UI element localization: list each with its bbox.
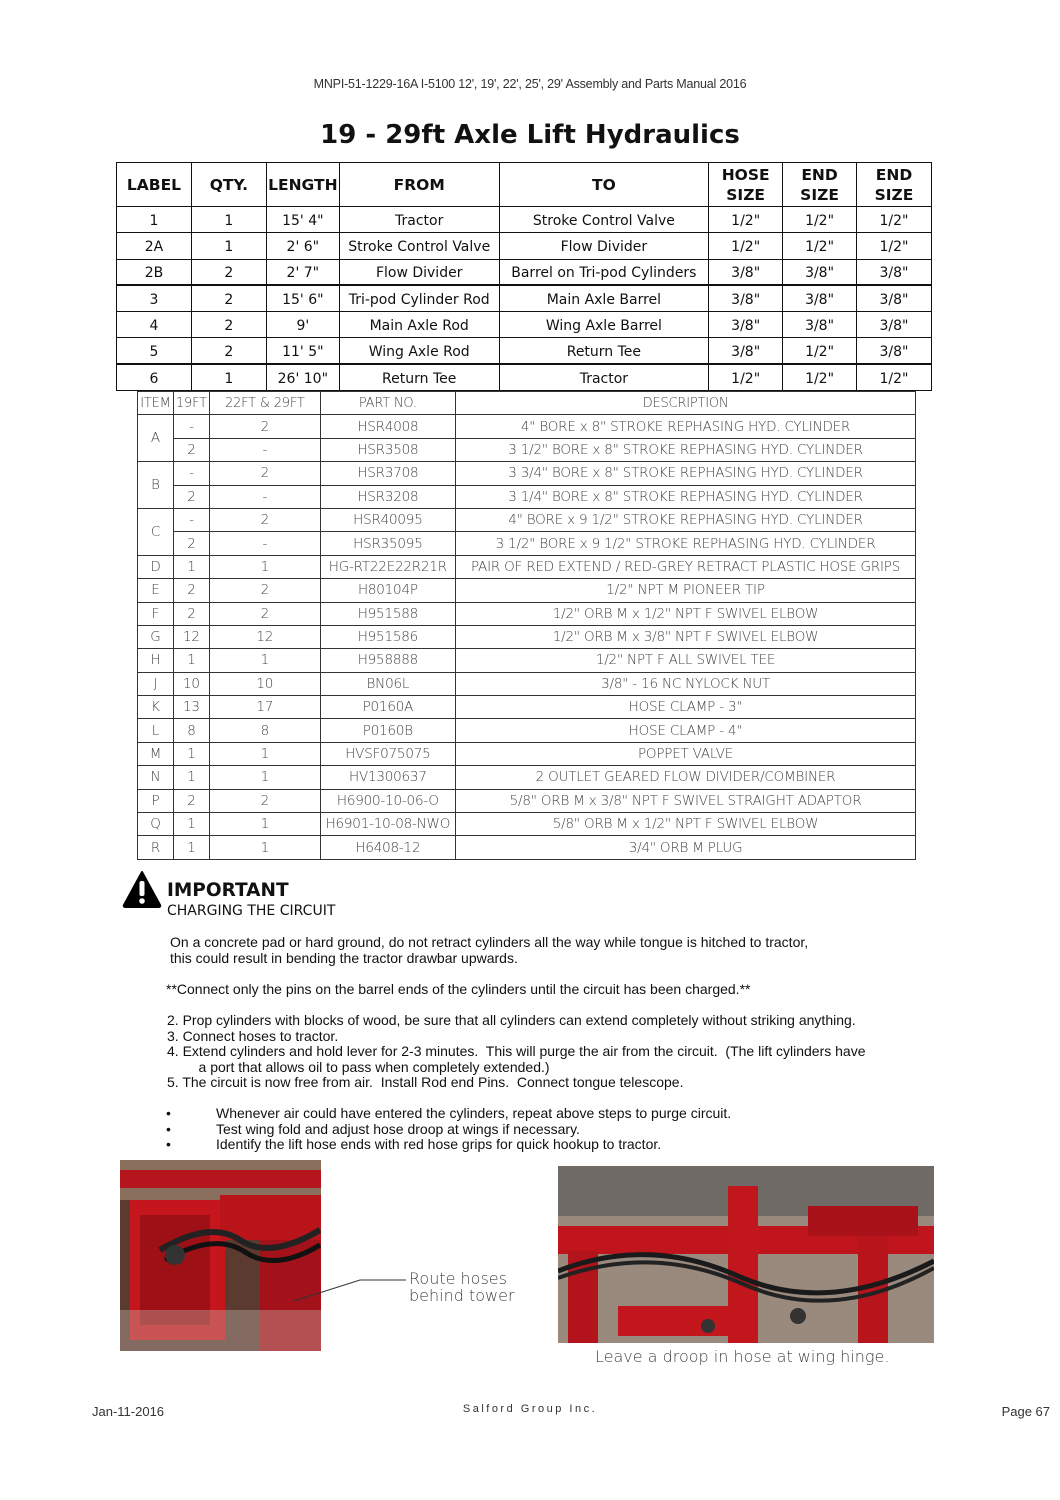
bullet-dot: • xyxy=(166,1120,171,1137)
parts-table-row xyxy=(138,766,916,789)
parts-table-cell: 1/2" NPT M PIONEER TIP xyxy=(456,579,916,602)
hose-table-cell: 11' 5" xyxy=(266,338,339,364)
hose-table-cell: 3 xyxy=(117,285,192,311)
bullet-text: Test wing fold and adjust hose droop at wings if necessary. xyxy=(216,1120,580,1137)
hose-table-cell: 2 xyxy=(191,312,266,338)
doc-header-line: MNPI-51-1229-16A I-5100 12', 19', 22', 25', 29' Assembly and Parts Manual 2016 xyxy=(313,77,747,91)
droop-caption: Leave a droop in hose at wing hinge. xyxy=(595,1347,890,1366)
parts-table-cell: 3 3/4" BORE x 8" STROKE REPHASING HYD. CYLINDER xyxy=(456,462,916,485)
hose-table-cell: Wing Axle Rod xyxy=(339,338,499,364)
parts-table-cell: 1 xyxy=(209,555,320,578)
parts-table-cell: 1 xyxy=(173,742,209,765)
parts-item-cell: K xyxy=(138,696,174,719)
hose-table-cell: 3/8" xyxy=(709,312,783,338)
parts-table-cell: HSR3508 xyxy=(320,438,455,461)
parts-table-cell: HSR3208 xyxy=(320,485,455,508)
parts-table-cell: 1 xyxy=(173,813,209,836)
hose-header-cell: LENGTH xyxy=(266,163,339,207)
hose-table-cell: 3/8" xyxy=(783,259,857,285)
hose-table-cell: Flow Divider xyxy=(499,233,709,259)
parts-table-row xyxy=(138,696,916,719)
hose-table-cell: Main Axle Barrel xyxy=(499,285,709,311)
parts-table-cell: 2 xyxy=(173,485,209,508)
hose-table-cell: 1/2" xyxy=(709,207,783,233)
hose-table-cell: 9' xyxy=(266,312,339,338)
parts-item-cell: N xyxy=(138,766,174,789)
hose-table-cell: 1/2" xyxy=(857,364,932,390)
bullet-list xyxy=(166,1106,946,1153)
hose-table-row xyxy=(117,285,932,311)
hose-table-cell: 3/8" xyxy=(709,259,783,285)
parts-header-cell: DESCRIPTION xyxy=(456,392,916,415)
parts-table-cell: HSR4008 xyxy=(320,415,455,438)
hose-table-cell: Tractor xyxy=(339,207,499,233)
footer-company: Salford Group Inc. xyxy=(462,1403,598,1415)
bullet-dot: • xyxy=(166,1105,171,1121)
hose-table-cell: 1/2" xyxy=(709,364,783,390)
step-item: 3. Connect hoses to tractor. xyxy=(167,1027,339,1044)
parts-item-cell: M xyxy=(138,742,174,765)
parts-table-cell: H951586 xyxy=(320,625,455,648)
parts-table-cell: HSR40095 xyxy=(320,508,455,531)
parts-table-cell: H958888 xyxy=(320,649,455,672)
important-subtitle: CHARGING THE CIRCUIT xyxy=(167,903,336,919)
hose-table-cell: Return Tee xyxy=(499,338,709,364)
parts-table-cell: H80104P xyxy=(320,579,455,602)
caption-line: Route hoses xyxy=(409,1269,507,1288)
bullet-dot: • xyxy=(166,1136,171,1152)
caption-line: behind tower xyxy=(409,1286,515,1305)
parts-table-cell: 1 xyxy=(173,649,209,672)
parts-table-cell: 2 xyxy=(209,462,320,485)
parts-table-row xyxy=(138,602,916,625)
parts-table-cell: HV1300637 xyxy=(320,766,455,789)
parts-header-cell: ITEM xyxy=(138,392,174,415)
parts-table-cell: 2 xyxy=(209,602,320,625)
hose-table-cell: 2' 7" xyxy=(266,259,339,285)
parts-item-cell: D xyxy=(138,555,174,578)
parts-table-cell: 1/2" ORB M x 3/8" NPT F SWIVEL ELBOW xyxy=(456,625,916,648)
parts-table-row xyxy=(138,789,916,812)
parts-table-cell: 5/8" ORB M x 1/2" NPT F SWIVEL ELBOW xyxy=(456,813,916,836)
hose-table-row xyxy=(117,364,932,390)
parts-table-row xyxy=(138,438,916,461)
parts-table-cell: 12 xyxy=(209,625,320,648)
parts-table-row xyxy=(138,813,916,836)
parts-item-cell: B xyxy=(138,462,174,509)
hose-table-cell: 3/8" xyxy=(857,312,932,338)
step-item: 5. The circuit is now free from air. Install Rod end Pins. Connect tongue telescope. xyxy=(167,1074,684,1090)
hose-table-cell: 1 xyxy=(117,207,192,233)
hose-table-cell: 1/2" xyxy=(783,207,857,233)
step-item: a port that allows oil to pass when completely extended.) xyxy=(183,1058,550,1075)
parts-table-cell: HOSE CLAMP - 3" xyxy=(456,696,916,719)
parts-table-cell: 10 xyxy=(173,672,209,695)
parts-table-row xyxy=(138,649,916,672)
parts-table xyxy=(137,391,916,860)
parts-table-row xyxy=(138,625,916,648)
parts-table-cell: POPPET VALVE xyxy=(456,742,916,765)
parts-item-cell: L xyxy=(138,719,174,742)
parts-table-cell: 5/8" ORB M x 3/8" NPT F SWIVEL STRAIGHT ADAPTOR xyxy=(456,789,916,812)
hose-table-row xyxy=(117,312,932,338)
parts-table-cell: H951588 xyxy=(320,602,455,625)
parts-item-cell: J xyxy=(138,672,174,695)
parts-table-header-row xyxy=(138,392,916,415)
parts-item-cell: G xyxy=(138,625,174,648)
parts-table-cell: HOSE CLAMP - 4" xyxy=(456,719,916,742)
hose-table-cell: 3/8" xyxy=(783,312,857,338)
hose-table-cell: Tractor xyxy=(499,364,709,390)
hose-table-cell: 1/2" xyxy=(857,233,932,259)
parts-table-cell: 2 xyxy=(209,508,320,531)
parts-table-cell: 3/4" ORB M PLUG xyxy=(456,836,916,859)
bullet-text: Whenever air could have entered the cylinders, repeat above steps to purge circuit. xyxy=(216,1105,732,1121)
hose-routing-photo xyxy=(120,1160,321,1351)
warning-paragraph xyxy=(170,935,950,966)
hose-table-cell: 2A xyxy=(117,233,192,259)
hose-table-cell: 15' 6" xyxy=(266,285,339,311)
hose-header-cell: HOSE SIZE xyxy=(709,163,783,207)
hose-table-cell: 3/8" xyxy=(783,285,857,311)
hose-table xyxy=(116,162,932,391)
parts-header-cell: 19FT xyxy=(173,392,209,415)
hose-routing-photo-art xyxy=(120,1160,321,1351)
hose-table-cell: 1/2" xyxy=(857,207,932,233)
parts-table-row xyxy=(138,719,916,742)
parts-table-row xyxy=(138,462,916,485)
parts-table-cell: 8 xyxy=(173,719,209,742)
parts-table-cell: 3 1/2" BORE x 8" STROKE REPHASING HYD. CYLINDER xyxy=(456,438,916,461)
parts-table-cell: 1 xyxy=(209,813,320,836)
hose-table-cell: 5 xyxy=(117,338,192,364)
parts-item-cell: F xyxy=(138,602,174,625)
parts-table-cell: - xyxy=(173,508,209,531)
parts-table-cell: 2 xyxy=(173,532,209,555)
hose-table-cell: 15' 4" xyxy=(266,207,339,233)
parts-table-cell: 2 xyxy=(173,579,209,602)
hose-table-cell: 2' 6" xyxy=(266,233,339,259)
parts-table-cell: HSR3708 xyxy=(320,462,455,485)
hose-table-cell: 1 xyxy=(191,233,266,259)
parts-table-row xyxy=(138,532,916,555)
parts-table-cell: 1/2" NPT F ALL SWIVEL TEE xyxy=(456,649,916,672)
parts-table-cell: 1 xyxy=(209,742,320,765)
parts-table-cell: 1 xyxy=(209,836,320,859)
hose-table-cell: Flow Divider xyxy=(339,259,499,285)
parts-table-cell: 12 xyxy=(173,625,209,648)
hose-table-cell: 2B xyxy=(117,259,192,285)
parts-table-cell: HSR35095 xyxy=(320,532,455,555)
page-title: 19 - 29ft Axle Lift Hydraulics xyxy=(320,120,740,150)
hose-table-cell: Barrel on Tri-pod Cylinders xyxy=(499,259,709,285)
parts-table-row xyxy=(138,836,916,859)
bullet-item xyxy=(166,1137,946,1153)
parts-table-row xyxy=(138,485,916,508)
hose-table-cell: 26' 10" xyxy=(266,364,339,390)
hose-table-row xyxy=(117,338,932,364)
important-title: IMPORTANT xyxy=(167,880,289,901)
parts-table-cell: 2 xyxy=(173,789,209,812)
parts-table-cell: 2 xyxy=(209,579,320,602)
hose-table-cell: Stroke Control Valve xyxy=(499,207,709,233)
parts-table-row xyxy=(138,555,916,578)
parts-item-cell: P xyxy=(138,789,174,812)
hose-table-cell: 6 xyxy=(117,364,192,390)
parts-item-cell: R xyxy=(138,836,174,859)
parts-table-row xyxy=(138,508,916,531)
hose-table-cell: Stroke Control Valve xyxy=(339,233,499,259)
hose-header-cell: TO xyxy=(499,163,709,207)
hose-table-cell: 2 xyxy=(191,338,266,364)
hose-table-cell: Main Axle Rod xyxy=(339,312,499,338)
parts-item-cell: C xyxy=(138,508,174,555)
parts-table-cell: 1 xyxy=(173,555,209,578)
parts-table-cell: HG-RT22E22R21R xyxy=(320,555,455,578)
hose-table-cell: 2 xyxy=(191,259,266,285)
hose-table-cell: 1 xyxy=(191,364,266,390)
parts-table-cell: PAIR OF RED EXTEND / RED-GREY RETRACT PLASTIC HOSE GRIPS xyxy=(456,555,916,578)
parts-table-cell: - xyxy=(209,532,320,555)
footer-date: Jan-11-2016 xyxy=(92,1404,165,1419)
hose-table-cell: 3/8" xyxy=(709,285,783,311)
parts-table-cell: 3 1/2" BORE x 9 1/2" STROKE REPHASING HYD. CYLINDER xyxy=(456,532,916,555)
hose-table-cell: 3/8" xyxy=(857,259,932,285)
hose-table-cell: 4 xyxy=(117,312,192,338)
parts-table-cell: 10 xyxy=(209,672,320,695)
warning-line: this could result in bending the tractor drawbar upwards. xyxy=(170,949,518,966)
warning-icon xyxy=(122,870,162,908)
parts-item-cell: E xyxy=(138,579,174,602)
parts-table-cell: 3 1/4" BORE x 8" STROKE REPHASING HYD. CYLINDER xyxy=(456,485,916,508)
hose-table-cell: 1/2" xyxy=(783,338,857,364)
hose-table-cell: 1/2" xyxy=(783,233,857,259)
parts-table-cell: - xyxy=(209,438,320,461)
parts-table-cell: 2 xyxy=(209,415,320,438)
parts-table-cell: 1 xyxy=(173,836,209,859)
bullet-text: Identify the lift hose ends with red hose grips for quick hookup to tractor. xyxy=(216,1136,662,1152)
parts-table-row xyxy=(138,672,916,695)
parts-table-cell: H6901-10-08-NWO xyxy=(320,813,455,836)
parts-table-cell: - xyxy=(173,462,209,485)
bullet-item xyxy=(166,1106,946,1122)
route-hoses-caption xyxy=(409,1270,515,1304)
parts-header-cell: 22FT & 29FT xyxy=(209,392,320,415)
parts-table-cell: P0160B xyxy=(320,719,455,742)
bullet-item xyxy=(166,1122,946,1138)
parts-table-cell: 8 xyxy=(209,719,320,742)
footer-page-number: Page 67 xyxy=(1001,1404,1050,1419)
hose-table-header-row xyxy=(117,163,932,207)
hose-header-cell: LABEL xyxy=(117,163,192,207)
hose-table-cell: 3/8" xyxy=(709,338,783,364)
parts-table-cell: 17 xyxy=(209,696,320,719)
wing-hinge-photo xyxy=(558,1166,934,1343)
parts-table-cell: 4" BORE x 9 1/2" STROKE REPHASING HYD. CYLINDER xyxy=(456,508,916,531)
parts-table-row xyxy=(138,415,916,438)
parts-table-cell: 1/2" ORB M x 1/2" NPT F SWIVEL ELBOW xyxy=(456,602,916,625)
parts-table-cell: - xyxy=(209,485,320,508)
parts-item-cell: H xyxy=(138,649,174,672)
step-item: 4. Extend cylinders and hold lever for 2-3 minutes. This will purge the air from the circuit. (The lift cylinders have xyxy=(167,1043,866,1059)
step-item: 2. Prop cylinders with blocks of wood, be sure that all cylinders can extend completely without striking anything. xyxy=(167,1012,856,1028)
parts-table-cell: 1 xyxy=(209,649,320,672)
parts-item-cell: A xyxy=(138,415,174,462)
parts-table-cell: BN06L xyxy=(320,672,455,695)
parts-table-cell: 2 OUTLET GEARED FLOW DIVIDER/COMBINER xyxy=(456,766,916,789)
parts-table-cell: 1 xyxy=(173,766,209,789)
hose-table-row xyxy=(117,259,932,285)
hose-table-cell: 1 xyxy=(191,207,266,233)
hose-header-cell: END SIZE xyxy=(857,163,932,207)
hose-table-row xyxy=(117,207,932,233)
connect-pins-note: **Connect only the pins on the barrel ends of the cylinders until the circuit has been charged.** xyxy=(166,981,751,997)
hose-table-cell: 3/8" xyxy=(857,285,932,311)
parts-table-cell: H6408-12 xyxy=(320,836,455,859)
hose-header-cell: FROM xyxy=(339,163,499,207)
parts-table-cell: - xyxy=(173,415,209,438)
parts-table-cell: 1 xyxy=(209,766,320,789)
parts-item-cell: Q xyxy=(138,813,174,836)
parts-table-cell: 4" BORE x 8" STROKE REPHASING HYD. CYLINDER xyxy=(456,415,916,438)
parts-table-cell: 2 xyxy=(173,438,209,461)
hose-table-cell: Wing Axle Barrel xyxy=(499,312,709,338)
wing-hinge-photo-art xyxy=(558,1166,934,1343)
parts-table-cell: HVSF075075 xyxy=(320,742,455,765)
parts-table-cell: 3/8" - 16 NC NYLOCK NUT xyxy=(456,672,916,695)
parts-table-cell: 13 xyxy=(173,696,209,719)
parts-header-cell: PART NO. xyxy=(320,392,455,415)
hose-table-cell: 2 xyxy=(191,285,266,311)
hose-table-cell: Return Tee xyxy=(339,364,499,390)
parts-table-cell: 2 xyxy=(173,602,209,625)
warning-line: On a concrete pad or hard ground, do not retract cylinders all the way while tongue is hitched to tractor, xyxy=(170,934,809,950)
hose-table-cell: 1/2" xyxy=(783,364,857,390)
parts-table-row xyxy=(138,579,916,602)
parts-table-cell: H6900-10-06-O xyxy=(320,789,455,812)
callout-line xyxy=(290,1275,410,1305)
steps-list xyxy=(167,1013,957,1091)
hose-table-cell: Tri-pod Cylinder Rod xyxy=(339,285,499,311)
hose-table-cell: 1/2" xyxy=(709,233,783,259)
parts-table-cell: 2 xyxy=(209,789,320,812)
hose-header-cell: END SIZE xyxy=(783,163,857,207)
hose-table-row xyxy=(117,233,932,259)
parts-table-cell: P0160A xyxy=(320,696,455,719)
hose-table-cell: 3/8" xyxy=(857,338,932,364)
hose-header-cell: QTY. xyxy=(191,163,266,207)
parts-table-row xyxy=(138,742,916,765)
